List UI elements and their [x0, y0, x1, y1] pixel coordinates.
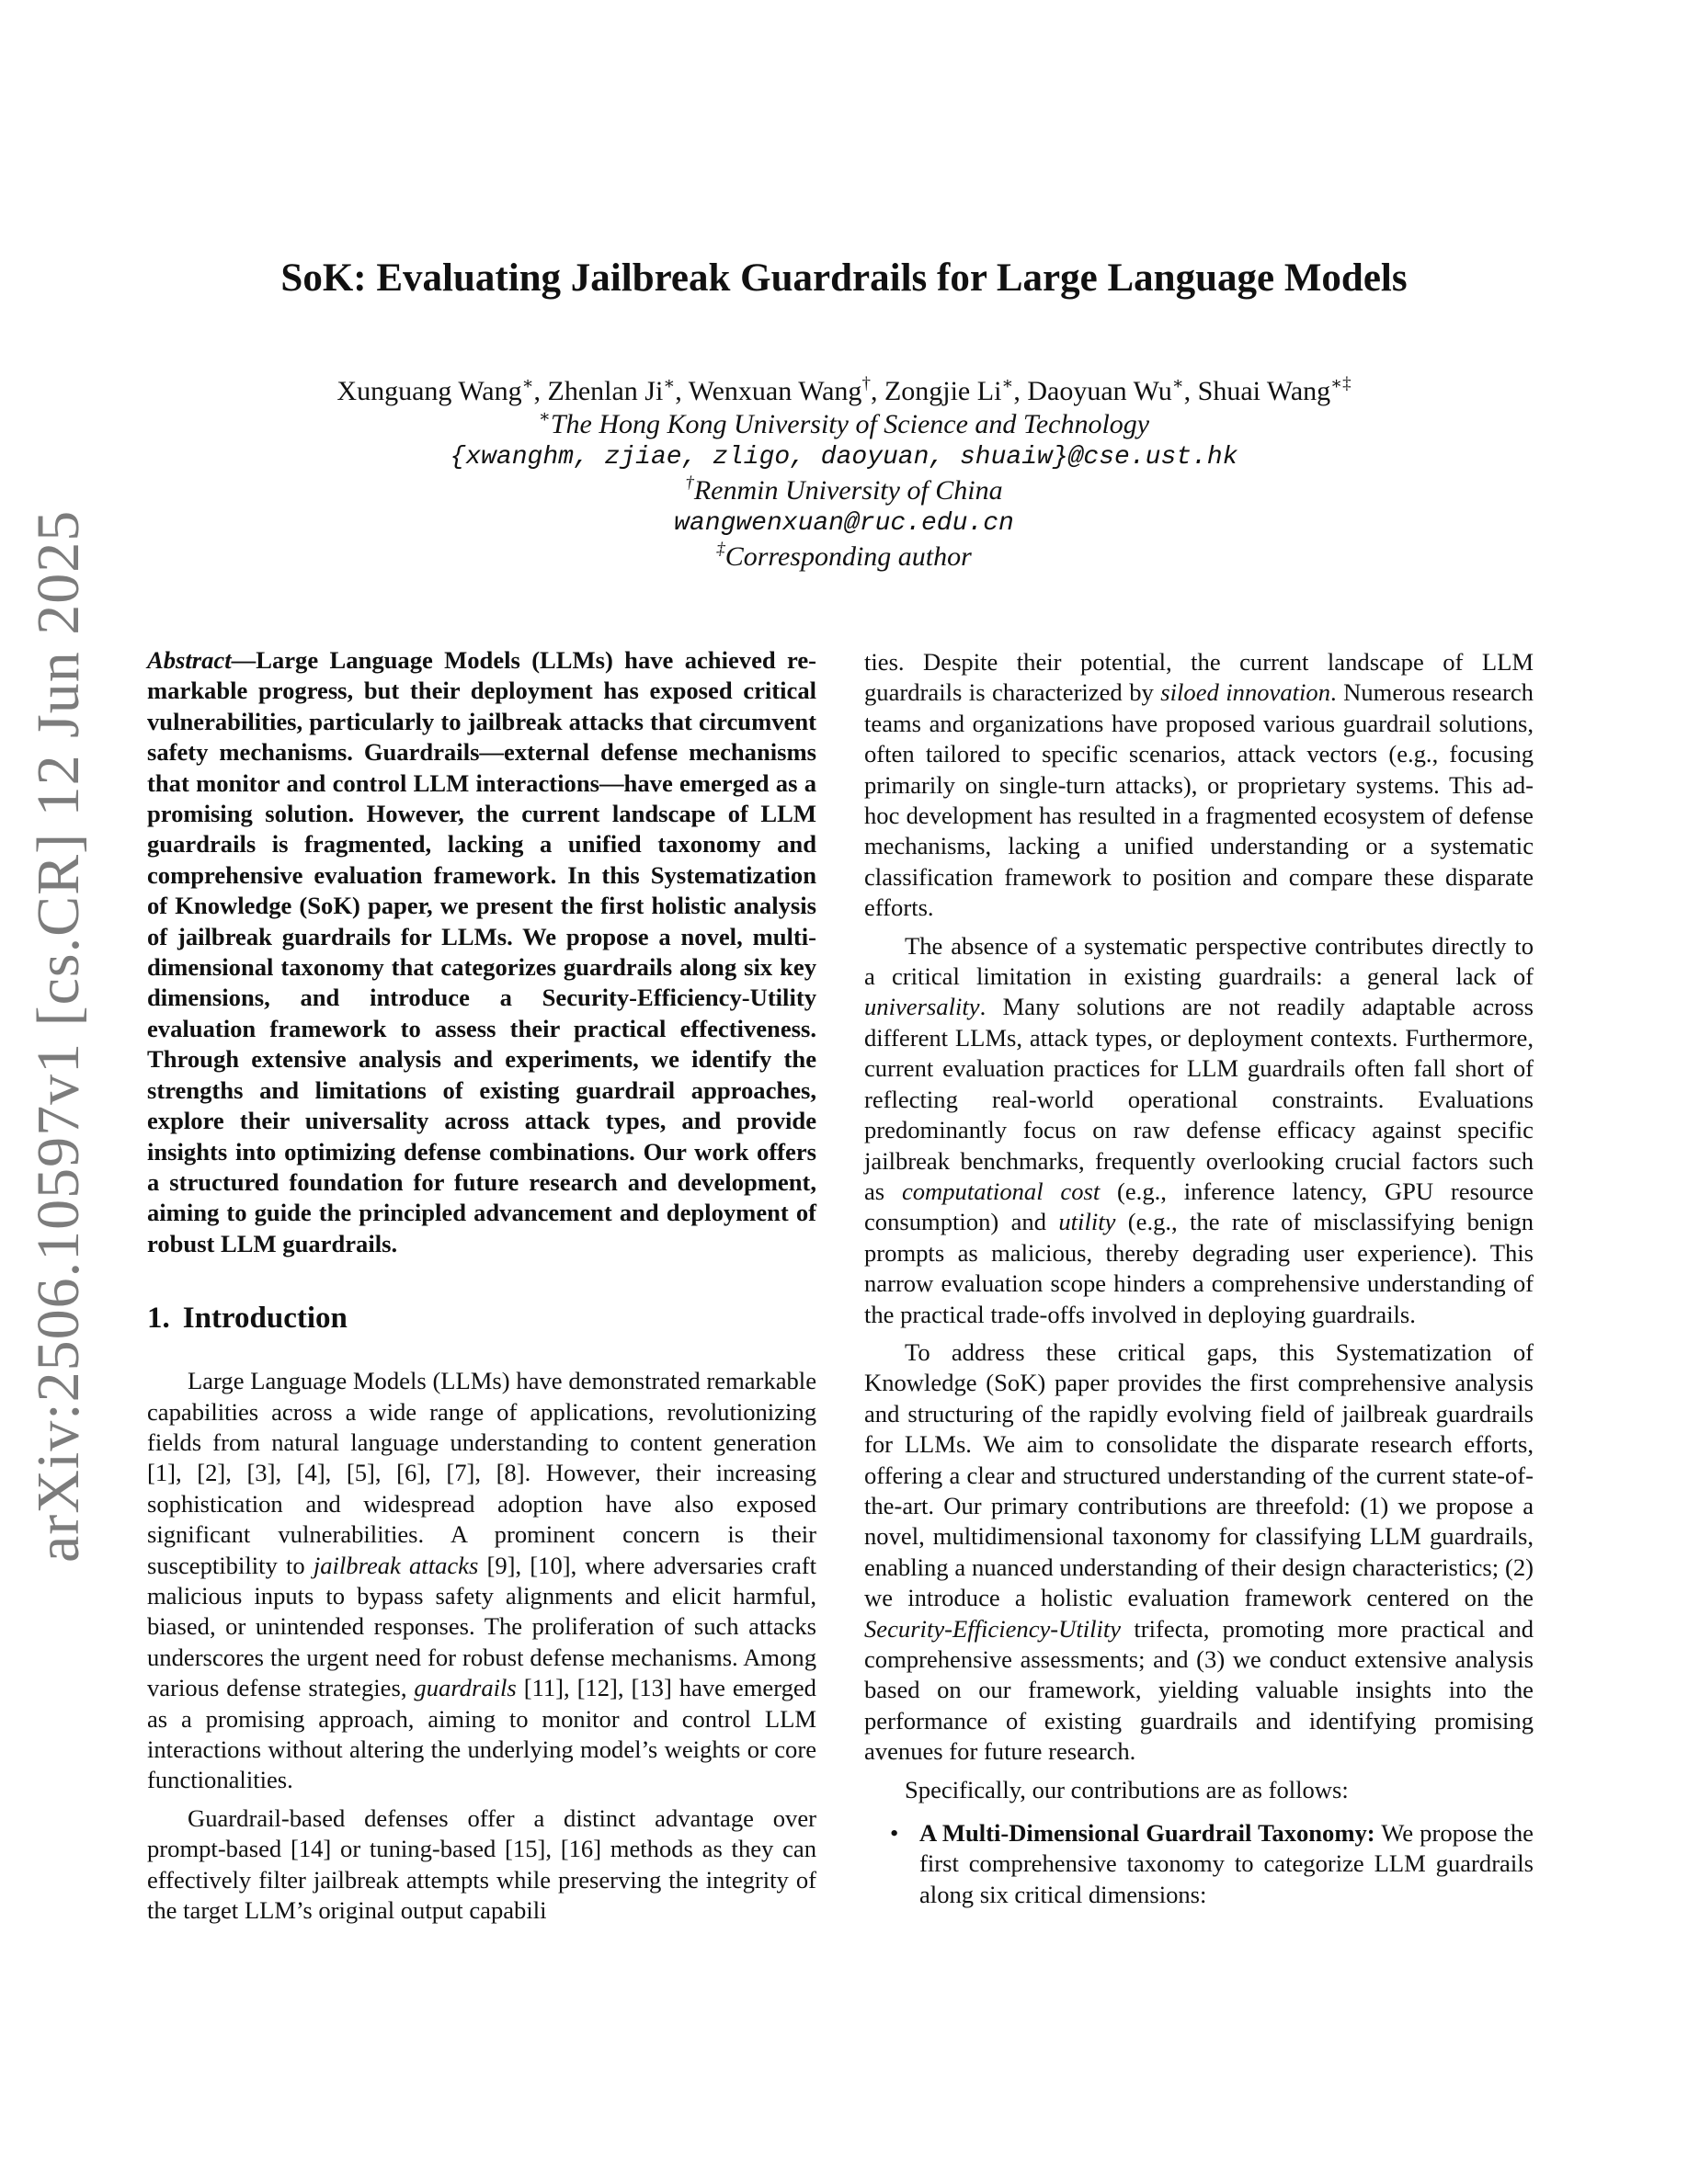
section-number: 1. — [147, 1302, 170, 1336]
text-run: . Many solutions are not readily adaptable across different LLMs, attack types, or deployment contexts. Furthermore, current evaluation practices for LLM guardrails often fall short of reflecting real-world operational constraints. Evaluations predominantly focus on raw defense efficacy against specific jailbreak benchmarks, frequently overlooking crucial factors such as — [864, 993, 1534, 1205]
affiliation-mark: ‡ — [716, 540, 725, 559]
author-name: Zhenlan Ji — [547, 376, 664, 406]
affiliation-name: Renmin University of China — [693, 475, 1003, 506]
abstract — [147, 645, 816, 1259]
author-name: Shuai Wang — [1197, 376, 1331, 406]
list-item — [864, 1818, 1534, 1910]
text-run: [11], [12], [13] have emerged as a promising approach, aiming to monitor and control LLM interactions without altering the underlying model’s weights or core functionalities. — [147, 1674, 816, 1794]
text-run: The absence of a systematic perspective contributes directly to a critical limitation in existing guardrails: a general lack of — [864, 931, 1534, 991]
intro-paragraph-5: Specifically, our contributions are as follows: — [905, 1775, 1349, 1803]
arxiv-identifier-stamp: arXiv:2506.10597v1 [cs.CR] 12 Jun 2025 — [25, 509, 92, 1563]
text-run: trifecta, promoting more practical and comprehensive assessments; and (3) we conduct extensive analysis based on our framework, yielding valuable insights into the performance of existing guardrails and identifying promising avenues for future research. — [864, 1614, 1534, 1766]
emphasis: universality — [864, 993, 980, 1021]
affiliation-mark: ∗ — [538, 407, 551, 427]
contribution-list — [864, 1818, 1534, 1910]
author-mark: ∗ — [1001, 374, 1014, 393]
emphasis: siloed innovation — [1160, 678, 1331, 707]
author-mark: ∗‡ — [1330, 374, 1352, 393]
left-column — [147, 645, 816, 1926]
affiliation-name: The Hong Kong University of Science and Technology — [550, 409, 1150, 439]
author-name: Xunguang Wang — [336, 376, 522, 406]
text-run: ties. Despite their potential, the current landscape of LLM guardrails is characterized by — [864, 648, 1534, 707]
text-run: Large Language Models (LLMs) have demonstrated remarkable capabilities across a wide range of applications, revolutionizing fields from natural language understanding to content generation [1], [2], [3], [4], [5], [6], [7], [8]. However, their increasing sophistication and widespread adoption have also exposed significant vulnerabilities. A prominent concern is their susceptibility to — [147, 1367, 816, 1579]
abstract-text: —Large Language Models (LLMs) have achieved remarkable progress, but their deployment has exposed critical vulnerabilities, particularly to jailbreak attacks that circumvent safety mechanisms. Guardrails—external defense mechanisms that monitor and control LLM interactions—have emerged as a promising solution. However, the current landscape of LLM guardrails is fragmented, lacking a unified taxonomy and comprehensive evaluation framework. In this Systematization of Knowledge (SoK) paper, we present the first holistic analysis of jailbreak guardrails for LLMs. We propose a novel, multi-dimensional taxonomy that categorizes guardrails along six key dimensions, and introduce a Security-Efficiency-Utility evaluation framework to assess their practical effectiveness. Through extensive analysis and experiments, we identify the strengths and limitations of existing guardrail approaches, explore their universality across attack types, and provide insights into optimizing defense combinations. Our work offers a structured foundation for future research and development, aiming to guide the principled advancement and deployment of robust LLM guardrails. — [147, 646, 816, 1257]
email-hkust[interactable]: {xwanghm, zjiae, zligo, daoyuan, shuaiw}@cse.ust.hk — [450, 443, 1238, 472]
author-name: Daoyuan Wu — [1027, 376, 1172, 406]
intro-paragraph-3 — [864, 931, 1534, 1330]
author-mark: ∗ — [521, 374, 534, 393]
author-list: Xunguang Wang∗, Zhenlan Ji∗, Wenxuan Wang†, Zongjie Li∗, Daoyuan Wu∗, Shuai Wang∗‡ — [336, 374, 1352, 406]
contribution-text: We propose the first comprehensive taxonomy to categorize LLM guardrails along six critical dimensions: — [919, 1819, 1534, 1908]
paper-title: SoK: Evaluating Jailbreak Guardrails for Large Language Models — [280, 256, 1408, 300]
author-name: Wenxuan Wang — [688, 376, 862, 406]
intro-paragraph-2: Guardrail-based defenses offer a distinct advantage over prompt-based [14] or tuning-based [15], [16] methods as they can effectively filter jailbreak attempts while preserving the integrity of the target LLM’s original output capabili — [147, 1803, 816, 1925]
text-run: . Numerous research teams and organizations have proposed various guardrail solutions, often tailored to specific scenarios, attack vectors (e.g., focusing primarily on single-turn attacks), or proprietary systems. This ad-hoc development has resulted in a fragmented ecosystem of defense mechanisms, lacking a unified understanding or a systematic classification framework to position and compare these disparate efforts. — [864, 678, 1534, 922]
contribution-lead: A Multi-Dimensional Guardrail Taxonomy: — [919, 1819, 1375, 1848]
section-title: Introduction — [182, 1302, 348, 1336]
abstract-label: Abstract — [147, 646, 232, 674]
emphasis: utility — [1058, 1208, 1116, 1236]
text-run: To address these critical gaps, this Systematization of Knowledge (SoK) paper provides the first comprehensive analysis and structuring of the rapidly evolving field of jailbreak guardrails for LLMs. We aim to consolidate the disparate research efforts, offering a clear and structured understanding of the current state-of-the-art. Our primary contributions are threefold: (1) we propose a novel, multidimensional taxonomy for classifying LLM guardrails, enabling a nuanced understanding of their design characteristics; (2) we introduce a holistic evaluation framework centered on the — [864, 1337, 1534, 1612]
author-name: Zongjie Li — [884, 376, 1002, 406]
author-block — [0, 375, 1688, 574]
intro-paragraph-2-continued — [864, 647, 1534, 924]
affiliation-name: Corresponding author — [724, 541, 972, 572]
text-run: (e.g., the rate of misclassifying benign prompts as malicious, thereby degrading user experience). This narrow evaluation scope hinders a comprehensive understanding of the practical trade-offs involved in deploying guardrails. — [864, 1208, 1534, 1328]
author-mark: ∗ — [1171, 374, 1184, 393]
emphasis: Security-Efficiency-Utility — [864, 1614, 1122, 1643]
author-mark: † — [861, 374, 871, 393]
affiliation-hkust — [0, 408, 1688, 441]
bullet-icon: • — [890, 1819, 899, 1848]
section-heading-introduction — [147, 1300, 816, 1337]
text-run: (e.g., inference latency, GPU resource consumption) and — [864, 1177, 1534, 1236]
right-column — [864, 647, 1534, 1910]
intro-paragraph-1 — [147, 1366, 816, 1796]
corresponding-author-note — [0, 540, 1688, 574]
intro-paragraph-4 — [864, 1337, 1534, 1768]
emphasis: guardrails — [414, 1674, 517, 1702]
affiliation-renmin — [0, 474, 1688, 507]
email-renmin[interactable]: wangwenxuan@ruc.edu.cn — [674, 509, 1014, 538]
emphasis: computational cost — [901, 1177, 1101, 1205]
affiliation-mark: † — [685, 473, 694, 493]
text-run: [9], [10], where adversaries craft malicious inputs to bypass safety alignments and elicit harmful, biased, or unintended responses. The proliferation of such attacks underscores the urgent need for robust defense mechanisms. Among various defense strategies, — [147, 1551, 816, 1702]
emphasis: jailbreak attacks — [313, 1551, 479, 1579]
author-mark: ∗ — [663, 374, 676, 393]
